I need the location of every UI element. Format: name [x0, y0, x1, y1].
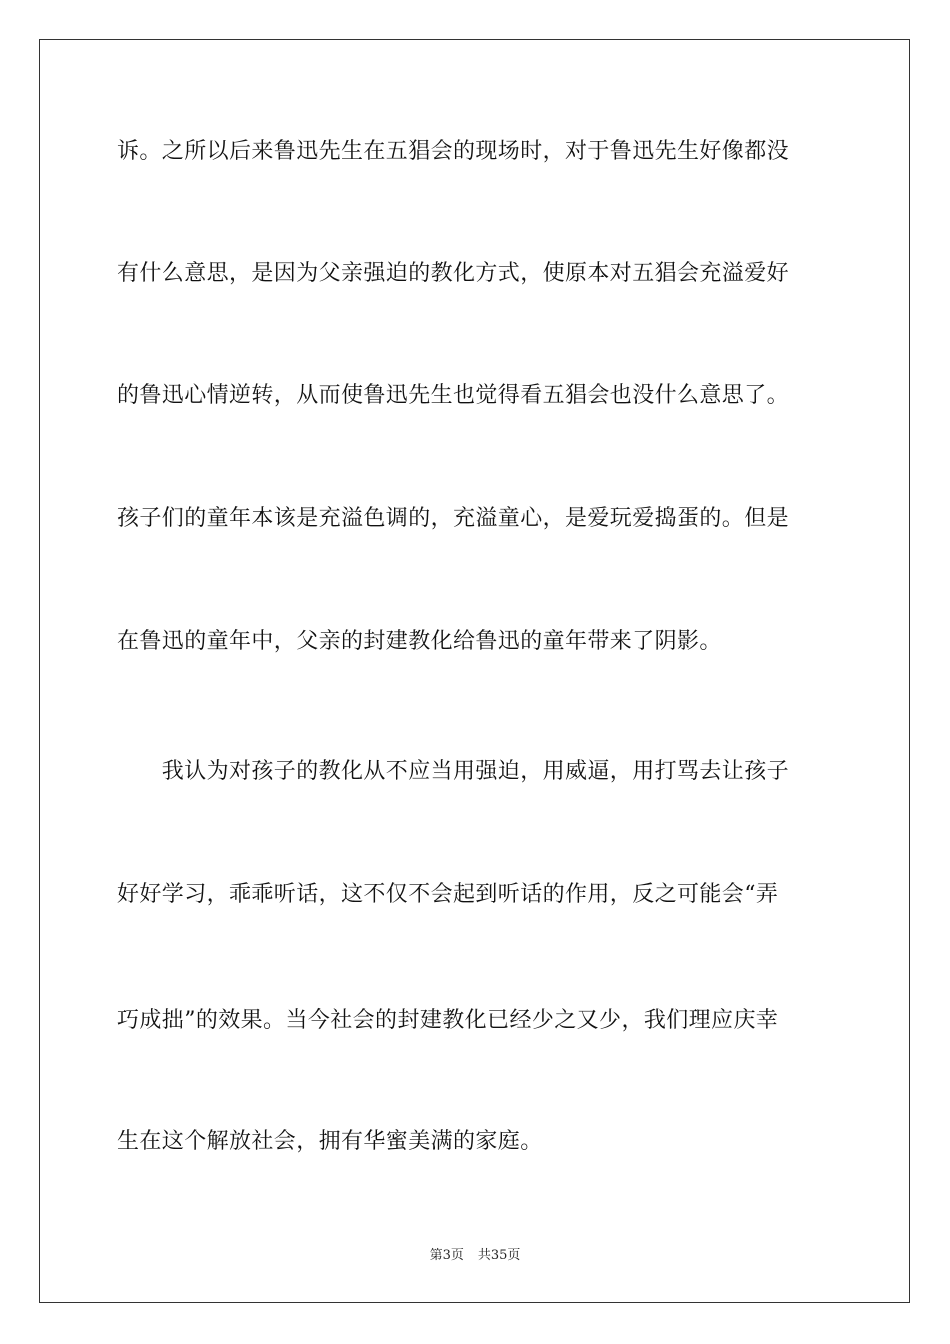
text-line: 好好学习，乖乖听话，这不仅不会起到听话的作用，反之可能会“弄 [117, 882, 779, 907]
page-footer [0, 1247, 950, 1265]
page-border [39, 39, 910, 1303]
text-line: 生在这个解放社会，拥有华蜜美满的家庭。 [117, 1129, 543, 1154]
text-line: 我认为对孩子的教化从不应当用强迫，用威逼，用打骂去让孩子 [117, 759, 790, 784]
text-line: 的鲁迅心情逆转，从而使鲁迅先生也觉得看五猖会也没什么意思了。 [117, 383, 790, 408]
text-line: 诉。之所以后来鲁迅先生在五猖会的现场时，对于鲁迅先生好像都没 [117, 139, 790, 164]
text-line: 有什么意思，是因为父亲强迫的教化方式，使原本对五猖会充溢爱好 [117, 261, 790, 286]
text-line: 在鲁迅的童年中，父亲的封建教化给鲁迅的童年带来了阴影。 [117, 629, 722, 654]
page-number: 第3页 [429, 1248, 464, 1263]
text-line: 孩子们的童年本该是充溢色调的，充溢童心，是爱玩爱捣蛋的。但是 [117, 506, 790, 531]
page-total: 共35页 [477, 1248, 521, 1263]
text-line: 巧成拙”的效果。当今社会的封建教化已经少之又少，我们理应庆幸 [117, 1008, 779, 1033]
